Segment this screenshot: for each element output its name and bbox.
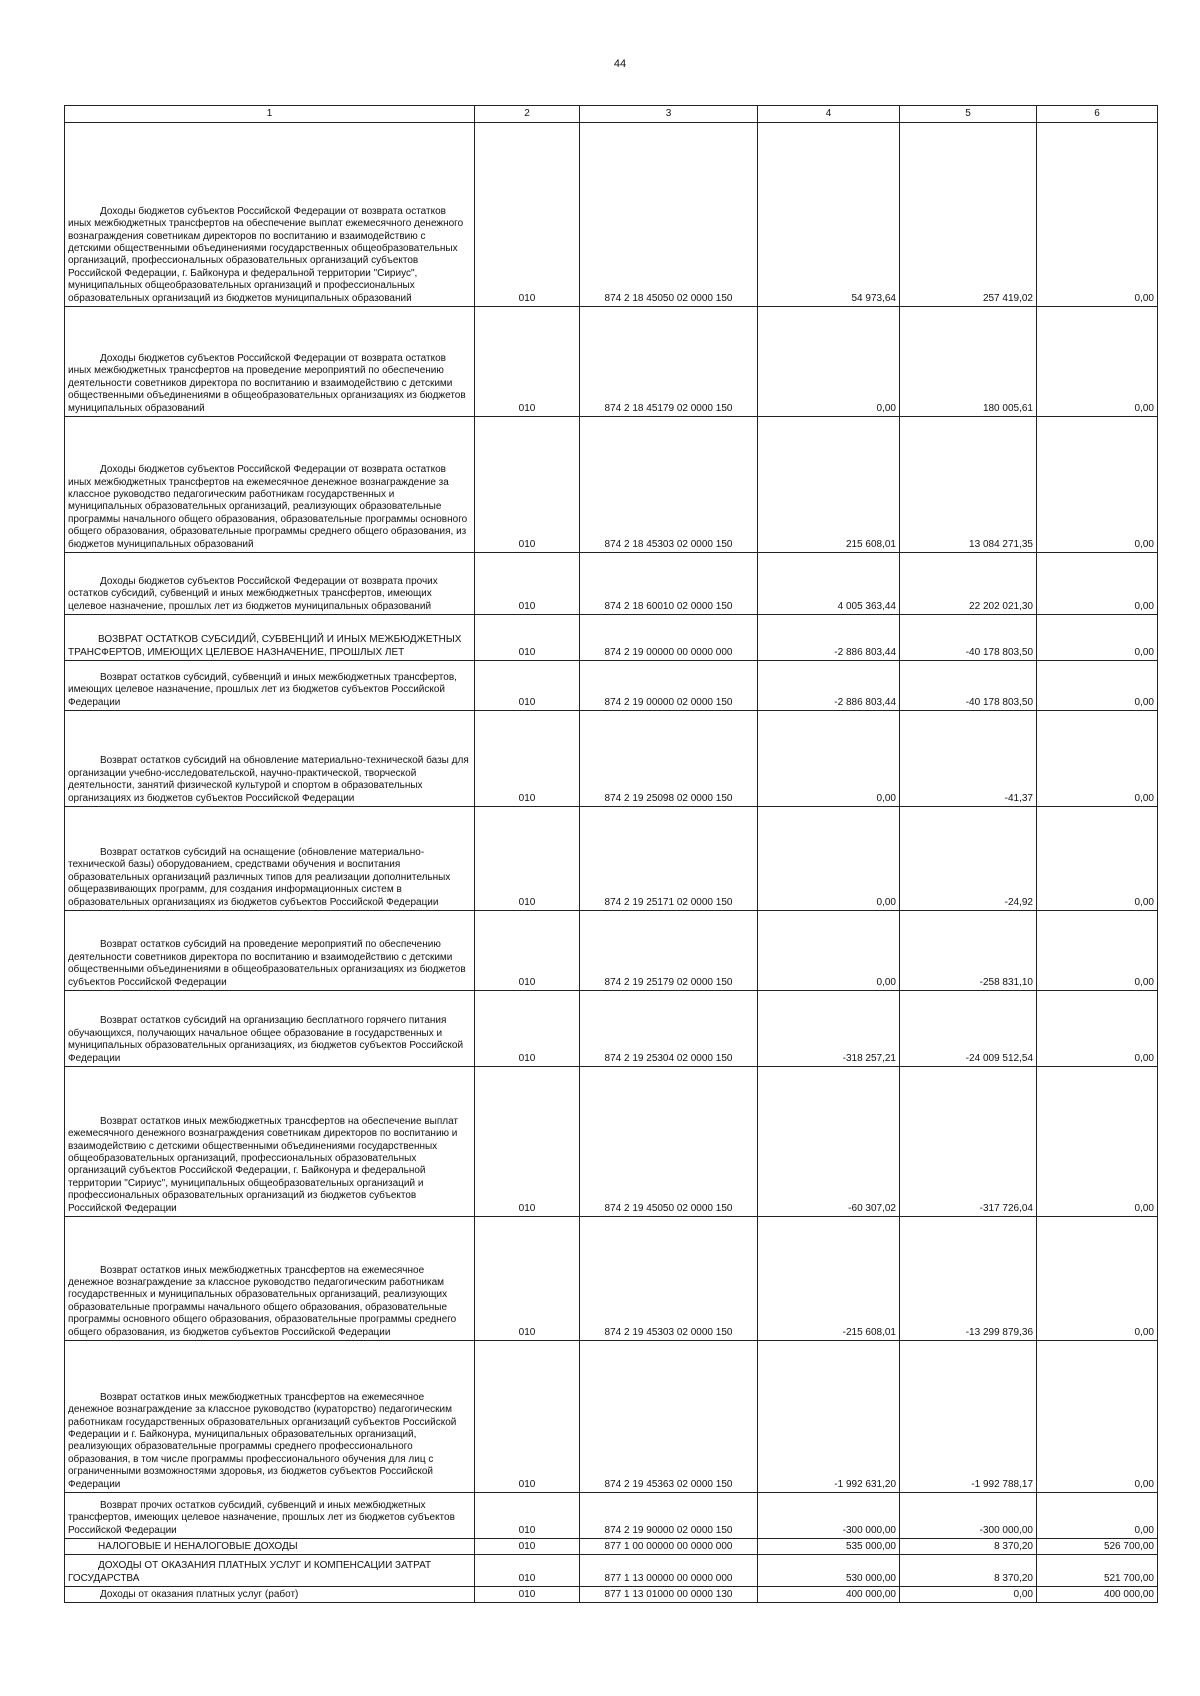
row-col5: -13 299 879,36 — [900, 1217, 1037, 1341]
row-kbk: 877 1 00 00000 00 0000 000 — [580, 1539, 758, 1555]
row-col6: 0,00 — [1037, 553, 1158, 615]
table-row — [65, 1217, 1158, 1341]
row-col6: 526 700,00 — [1037, 1539, 1158, 1555]
row-kbk: 874 2 18 45303 02 0000 150 — [580, 417, 758, 553]
row-col4: 530 000,00 — [758, 1555, 900, 1587]
row-kbk: 874 2 19 25098 02 0000 150 — [580, 711, 758, 807]
row-col4: -2 886 803,44 — [758, 615, 900, 661]
row-kbk: 874 2 19 45363 02 0000 150 — [580, 1341, 758, 1493]
table-row — [65, 1587, 1158, 1603]
table-row — [65, 807, 1158, 911]
row-col6: 521 700,00 — [1037, 1555, 1158, 1587]
table-row — [65, 417, 1158, 553]
row-col5: 180 005,61 — [900, 307, 1037, 417]
table-row — [65, 307, 1158, 417]
row-kbk: 874 2 19 25304 02 0000 150 — [580, 991, 758, 1067]
row-col5: 22 202 021,30 — [900, 553, 1037, 615]
page-number: 44 — [613, 58, 627, 70]
budget-revenue-table — [64, 105, 1158, 1603]
row-code: 010 — [475, 1587, 580, 1603]
row-name: Доходы бюджетов субъектов Российской Федерации от возврата прочих остатков субсидий, субвенций и иных межбюджетных трансфертов, имеющих целевое назначение, прошлых лет из бюджетов муниципальных образований — [65, 553, 475, 615]
row-col5: -24 009 512,54 — [900, 991, 1037, 1067]
row-kbk: 874 2 18 60010 02 0000 150 — [580, 553, 758, 615]
row-col4: 400 000,00 — [758, 1587, 900, 1603]
row-name: Доходы бюджетов субъектов Российской Федерации от возврата остатков иных межбюджетных трансфертов на проведение мероприятий по обеспечению деятельности советников директора по воспитанию и взаимодействию с детскими общественными объединениями в общеобразовательных организациях из бюджетов муниципальных образований — [65, 307, 475, 417]
row-col6: 0,00 — [1037, 1217, 1158, 1341]
row-code: 010 — [475, 991, 580, 1067]
row-kbk: 877 1 13 00000 00 0000 000 — [580, 1555, 758, 1587]
row-col5: -40 178 803,50 — [900, 615, 1037, 661]
table-row — [65, 661, 1158, 711]
row-kbk: 874 2 19 00000 00 0000 000 — [580, 615, 758, 661]
row-col6: 0,00 — [1037, 615, 1158, 661]
row-col5: 0,00 — [900, 1587, 1037, 1603]
table-row — [65, 1067, 1158, 1217]
row-code: 010 — [475, 1555, 580, 1587]
row-name: Возврат остатков иных межбюджетных трансфертов на ежемесячное денежное вознаграждение за классное руководство педагогическим работникам государственных и муниципальных образовательных организаций, реализующих образовательные программы начального общего образования, образовательные программы основного общего образования, образовательные программы среднего общего образования, из бюджетов субъектов Российской Федерации — [65, 1217, 475, 1341]
row-code: 010 — [475, 123, 580, 307]
row-code: 010 — [475, 1067, 580, 1217]
row-code: 010 — [475, 1493, 580, 1539]
row-col6: 0,00 — [1037, 661, 1158, 711]
row-col5: -300 000,00 — [900, 1493, 1037, 1539]
row-code: 010 — [475, 417, 580, 553]
row-name: Возврат остатков субсидий на проведение мероприятий по обеспечению деятельности советников директора по воспитанию и взаимодействию с детскими общественными объединениями в общеобразовательных организациях из бюджетов субъектов Российской Федерации — [65, 911, 475, 991]
column-header: 3 — [580, 106, 758, 123]
row-name: Доходы бюджетов субъектов Российской Федерации от возврата остатков иных межбюджетных трансфертов на обеспечение выплат ежемесячного денежного вознаграждения советникам директоров по воспитанию и взаимодействию с детскими общественными объединениями государственных общеобразовательных организаций, профессиональных образовательных организаций субъектов Российской Федерации, г. Байконура и федеральной территории "Сириус", муниципальных общеобразовательных организаций и профессиональных образовательных организаций из бюджетов муниципальных образований — [65, 123, 475, 307]
row-col6: 0,00 — [1037, 991, 1158, 1067]
row-name: ВОЗВРАТ ОСТАТКОВ СУБСИДИЙ, СУБВЕНЦИЙ И ИНЫХ МЕЖБЮДЖЕТНЫХ ТРАНСФЕРТОВ, ИМЕЮЩИХ ЦЕЛЕВОЕ НАЗНАЧЕНИЕ, ПРОШЛЫХ ЛЕТ — [65, 615, 475, 661]
column-header: 6 — [1037, 106, 1158, 123]
row-code: 010 — [475, 615, 580, 661]
row-code: 010 — [475, 1539, 580, 1555]
row-name: Возврат остатков субсидий на оснащение (обновление материально-технической базы) оборудованием, средствами обучения и воспитания образовательных организаций различных типов для реализации дополнительных общеразвивающих программ, для создания информационных систем в образовательных организациях из бюджетов субъектов Российской Федерации — [65, 807, 475, 911]
row-col4: 54 973,64 — [758, 123, 900, 307]
column-header: 4 — [758, 106, 900, 123]
row-code: 010 — [475, 711, 580, 807]
row-name: НАЛОГОВЫЕ И НЕНАЛОГОВЫЕ ДОХОДЫ — [65, 1539, 475, 1555]
row-kbk: 874 2 19 45303 02 0000 150 — [580, 1217, 758, 1341]
row-col4: -300 000,00 — [758, 1493, 900, 1539]
row-kbk: 874 2 18 45179 02 0000 150 — [580, 307, 758, 417]
row-col5: 13 084 271,35 — [900, 417, 1037, 553]
table-row — [65, 911, 1158, 991]
table-row — [65, 1493, 1158, 1539]
row-col4: 0,00 — [758, 711, 900, 807]
table-row — [65, 1539, 1158, 1555]
row-code: 010 — [475, 307, 580, 417]
row-name: Возврат остатков субсидий на обновление материально-технической базы для организации учебно-исследовательской, научно-практической, творческой деятельности, занятий физической культурой и спортом в образовательных организациях из бюджетов субъектов Российской Федерации — [65, 711, 475, 807]
row-col4: 4 005 363,44 — [758, 553, 900, 615]
table-row — [65, 615, 1158, 661]
row-name: ДОХОДЫ ОТ ОКАЗАНИЯ ПЛАТНЫХ УСЛУГ И КОМПЕНСАЦИИ ЗАТРАТ ГОСУДАРСТВА — [65, 1555, 475, 1587]
row-col5: -40 178 803,50 — [900, 661, 1037, 711]
row-kbk: 874 2 19 45050 02 0000 150 — [580, 1067, 758, 1217]
header-row — [65, 106, 1158, 123]
row-col4: 0,00 — [758, 307, 900, 417]
row-col6: 0,00 — [1037, 711, 1158, 807]
row-col5: 8 370,20 — [900, 1555, 1037, 1587]
column-header: 5 — [900, 106, 1037, 123]
row-code: 010 — [475, 661, 580, 711]
row-kbk: 874 2 19 25171 02 0000 150 — [580, 807, 758, 911]
row-col5: 257 419,02 — [900, 123, 1037, 307]
row-name: Возврат остатков иных межбюджетных трансфертов на ежемесячное денежное вознаграждение за классное руководство (кураторство) педагогическим работникам государственных образовательных организаций субъектов Российской Федерации и г. Байконура, муниципальных образовательных организаций, реализующих образовательные программы среднего профессионального образования, в том числе программы профессионального обучения для лиц с ограниченными возможностями здоровья, из бюджетов субъектов Российской Федерации — [65, 1341, 475, 1493]
table-row — [65, 1341, 1158, 1493]
row-col6: 0,00 — [1037, 123, 1158, 307]
row-name: Возврат прочих остатков субсидий, субвенций и иных межбюджетных трансфертов, имеющих целевое назначение, прошлых лет из бюджетов субъектов Российской Федерации — [65, 1493, 475, 1539]
row-name: Возврат остатков субсидий на организацию бесплатного горячего питания обучающихся, получающих начальное общее образование в государственных и муниципальных образовательных организациях, из бюджетов субъектов Российской Федерации — [65, 991, 475, 1067]
row-col4: -1 992 631,20 — [758, 1341, 900, 1493]
table-row — [65, 1555, 1158, 1587]
row-col4: 0,00 — [758, 911, 900, 991]
row-col5: -1 992 788,17 — [900, 1341, 1037, 1493]
row-col6: 0,00 — [1037, 417, 1158, 553]
table-row — [65, 123, 1158, 307]
row-name: Возврат остатков иных межбюджетных трансфертов на обеспечение выплат ежемесячного денежного вознаграждения советникам директоров по воспитанию и взаимодействию с детскими общественными объединениями государственных общеобразовательных организаций, профессиональных образовательных организаций субъектов Российской Федерации, г. Байконура и федеральной территории "Сириус", муниципальных общеобразовательных организаций и профессиональных образовательных организаций из бюджетов субъектов Российской Федерации — [65, 1067, 475, 1217]
row-col4: -215 608,01 — [758, 1217, 900, 1341]
row-kbk: 874 2 18 45050 02 0000 150 — [580, 123, 758, 307]
row-code: 010 — [475, 807, 580, 911]
row-col4: 0,00 — [758, 807, 900, 911]
row-col5: -258 831,10 — [900, 911, 1037, 991]
table-row — [65, 553, 1158, 615]
row-code: 010 — [475, 1341, 580, 1493]
row-col4: -60 307,02 — [758, 1067, 900, 1217]
row-col4: -318 257,21 — [758, 991, 900, 1067]
row-kbk: 877 1 13 01000 00 0000 130 — [580, 1587, 758, 1603]
row-col4: 215 608,01 — [758, 417, 900, 553]
row-name: Доходы от оказания платных услуг (работ) — [65, 1587, 475, 1603]
row-col6: 0,00 — [1037, 307, 1158, 417]
row-col4: -2 886 803,44 — [758, 661, 900, 711]
row-code: 010 — [475, 553, 580, 615]
row-col6: 0,00 — [1037, 911, 1158, 991]
row-col5: -24,92 — [900, 807, 1037, 911]
row-col6: 400 000,00 — [1037, 1587, 1158, 1603]
row-col5: -41,37 — [900, 711, 1037, 807]
row-col6: 0,00 — [1037, 1067, 1158, 1217]
row-col6: 0,00 — [1037, 1341, 1158, 1493]
row-code: 010 — [475, 911, 580, 991]
row-kbk: 874 2 19 25179 02 0000 150 — [580, 911, 758, 991]
row-code: 010 — [475, 1217, 580, 1341]
column-header: 2 — [475, 106, 580, 123]
row-col5: -317 726,04 — [900, 1067, 1037, 1217]
row-kbk: 874 2 19 00000 02 0000 150 — [580, 661, 758, 711]
row-col4: 535 000,00 — [758, 1539, 900, 1555]
row-name: Доходы бюджетов субъектов Российской Федерации от возврата остатков иных межбюджетных трансфертов на ежемесячное денежное вознаграждение за классное руководство педагогическим работникам государственных и муниципальных образовательных организаций, реализующих образовательные программы начального общего образования, образовательные программы основного общего образования, образовательные программы среднего общего образования, из бюджетов муниципальных образований — [65, 417, 475, 553]
row-col6: 0,00 — [1037, 1493, 1158, 1539]
table-row — [65, 991, 1158, 1067]
row-col6: 0,00 — [1037, 807, 1158, 911]
row-col5: 8 370,20 — [900, 1539, 1037, 1555]
row-kbk: 874 2 19 90000 02 0000 150 — [580, 1493, 758, 1539]
table-row — [65, 711, 1158, 807]
row-name: Возврат остатков субсидий, субвенций и иных межбюджетных трансфертов, имеющих целевое назначение, прошлых лет из бюджетов субъектов Российской Федерации — [65, 661, 475, 711]
column-header: 1 — [65, 106, 475, 123]
